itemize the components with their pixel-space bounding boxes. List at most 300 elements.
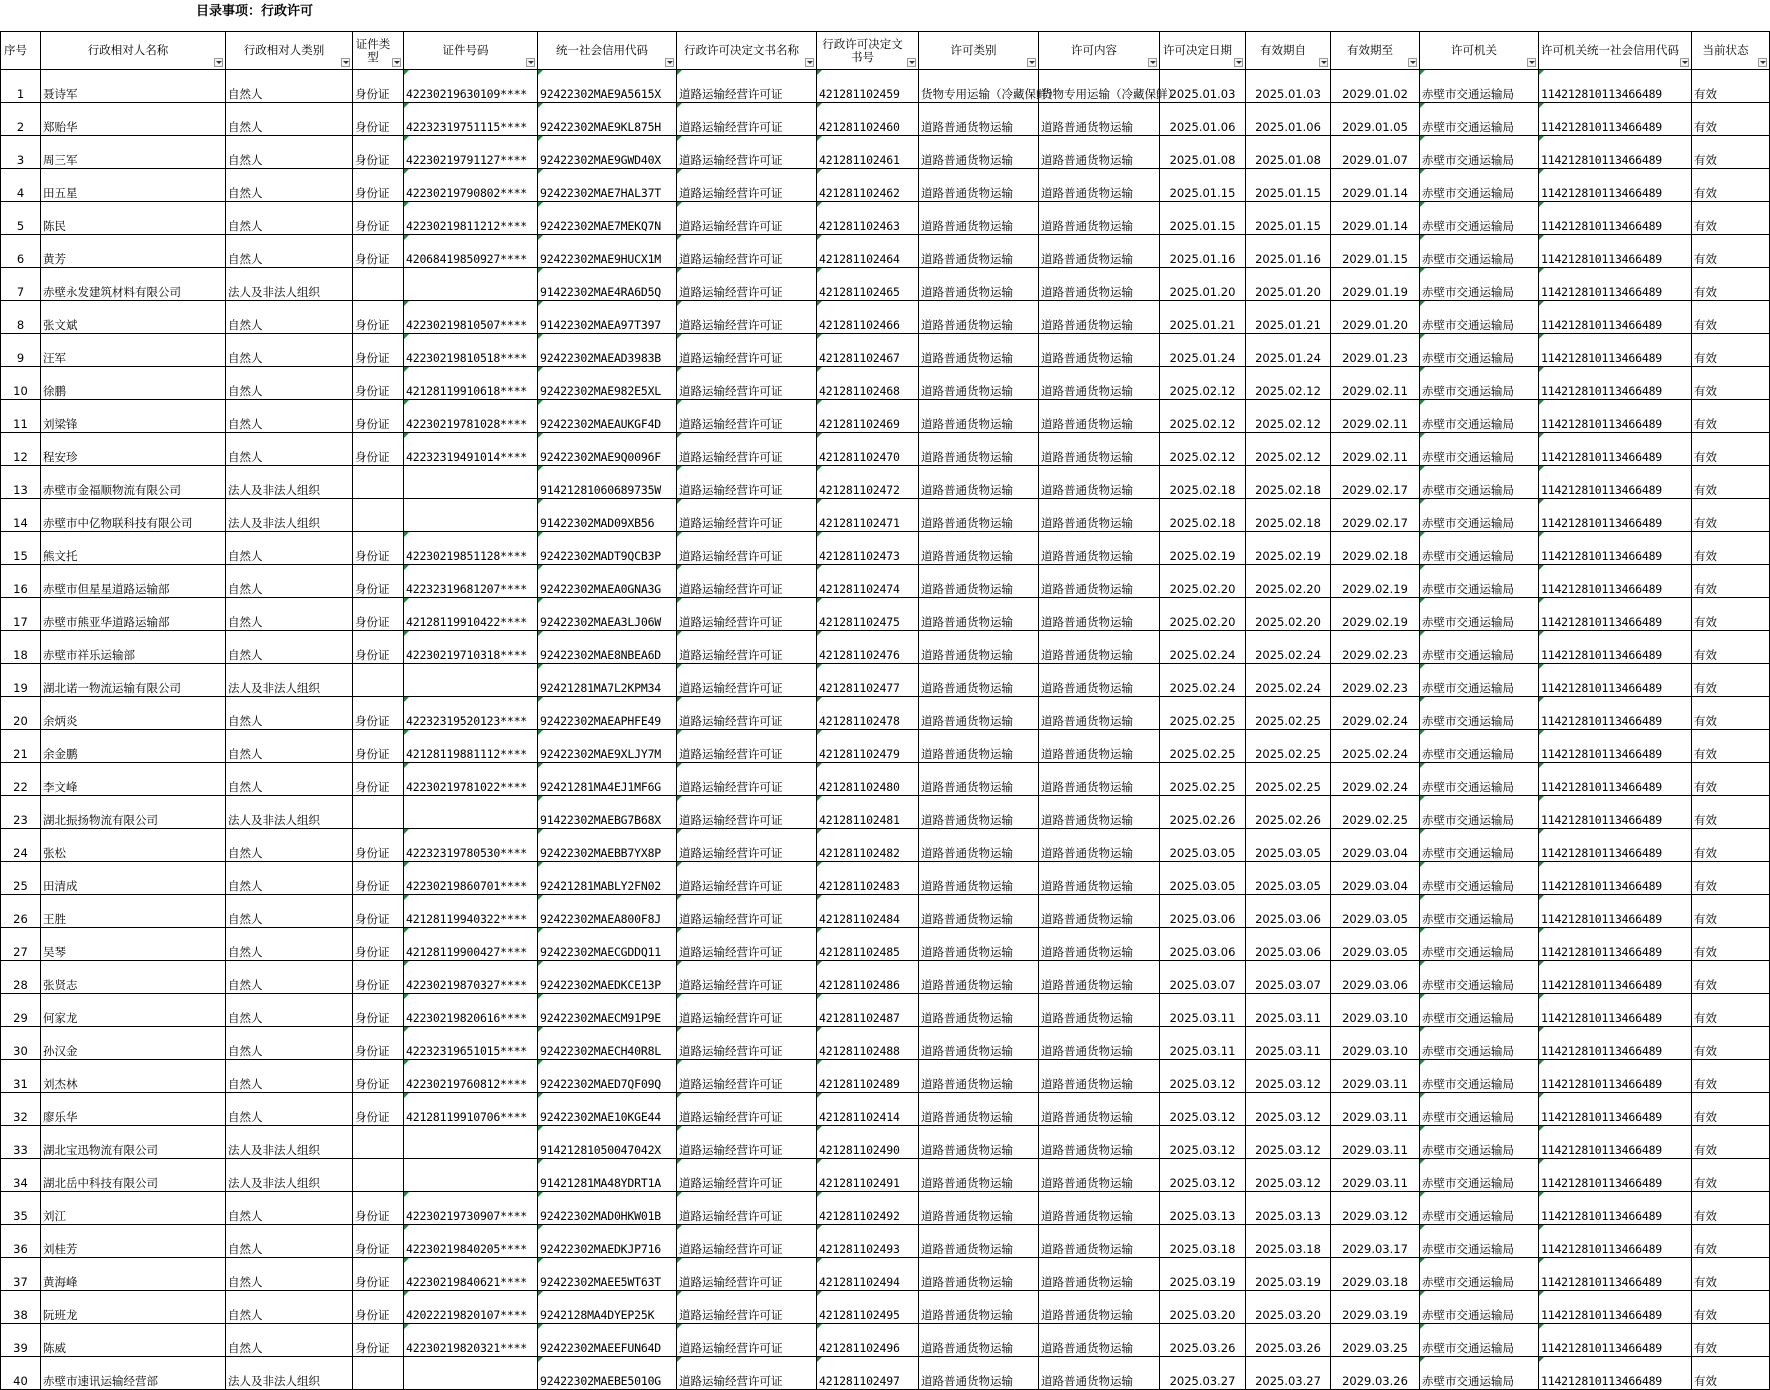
table-cell[interactable]: 道路普通货物运输	[1039, 697, 1160, 730]
table-cell[interactable]: 14	[1, 499, 41, 532]
table-cell[interactable]: 92421281MABLY2FN02	[538, 862, 677, 895]
table-cell[interactable]: 421281102478	[817, 697, 919, 730]
table-cell[interactable]: 陈民	[41, 202, 226, 235]
table-cell[interactable]: 2025.03.13	[1246, 1192, 1331, 1225]
table-cell[interactable]: 2025.02.26	[1246, 796, 1331, 829]
table-cell[interactable]: 道路普通货物运输	[919, 730, 1039, 763]
table-cell[interactable]: 道路运输经营许可证	[677, 235, 817, 268]
table-cell[interactable]: 赤壁市交通运输局	[1420, 796, 1539, 829]
table-cell[interactable]: 自然人	[226, 169, 353, 202]
table-cell[interactable]: 2025.03.12	[1160, 1159, 1246, 1192]
table-cell[interactable]: 有效	[1692, 334, 1770, 367]
table-cell[interactable]: 8	[1, 301, 41, 334]
table-cell[interactable]: 2025.02.25	[1246, 763, 1331, 796]
table-cell[interactable]: 114212810113466489	[1539, 862, 1692, 895]
table-cell[interactable]: 114212810113466489	[1539, 136, 1692, 169]
table-cell[interactable]: 道路普通货物运输	[919, 136, 1039, 169]
table-cell[interactable]: 2029.02.23	[1331, 664, 1420, 697]
table-cell[interactable]: 赤壁市交通运输局	[1420, 301, 1539, 334]
table-cell[interactable]: 有效	[1692, 664, 1770, 697]
table-cell[interactable]: 9242128MA4DYEP25K	[538, 1291, 677, 1324]
table-cell[interactable]: 2029.02.11	[1331, 433, 1420, 466]
table-cell[interactable]: 21	[1, 730, 41, 763]
table-cell[interactable]: 道路普通货物运输	[919, 1060, 1039, 1093]
table-cell[interactable]: 42230219870327****	[404, 961, 538, 994]
table-cell[interactable]: 2025.03.19	[1160, 1258, 1246, 1291]
table-cell[interactable]: 91421281060689735W	[538, 466, 677, 499]
table-cell[interactable]: 421281102468	[817, 367, 919, 400]
table-cell[interactable]: 有效	[1692, 598, 1770, 631]
table-cell[interactable]: 身份证	[353, 1258, 404, 1291]
table-cell[interactable]: 道路运输经营许可证	[677, 862, 817, 895]
table-cell[interactable]: 42128119900427****	[404, 928, 538, 961]
table-cell[interactable]: 有效	[1692, 169, 1770, 202]
filter-dropdown-icon[interactable]	[1148, 58, 1157, 67]
table-cell[interactable]: 有效	[1692, 1324, 1770, 1357]
table-cell[interactable]: 16	[1, 565, 41, 598]
table-cell[interactable]: 自然人	[226, 334, 353, 367]
table-cell[interactable]: 114212810113466489	[1539, 1159, 1692, 1192]
table-cell[interactable]: 道路普通货物运输	[1039, 994, 1160, 1027]
table-cell[interactable]: 道路运输经营许可证	[677, 1225, 817, 1258]
filter-dropdown-icon[interactable]	[1234, 58, 1243, 67]
table-cell[interactable]: 2025.02.18	[1160, 466, 1246, 499]
table-cell[interactable]: 道路普通货物运输	[919, 202, 1039, 235]
table-cell[interactable]: 4	[1, 169, 41, 202]
table-cell[interactable]: 421281102460	[817, 103, 919, 136]
table-cell[interactable]: 自然人	[226, 367, 353, 400]
table-cell[interactable]: 道路普通货物运输	[1039, 433, 1160, 466]
table-cell[interactable]: 有效	[1692, 829, 1770, 862]
table-cell[interactable]: 熊文托	[41, 532, 226, 565]
table-cell[interactable]: 有效	[1692, 1192, 1770, 1225]
table-cell[interactable]: 赤壁市交通运输局	[1420, 1357, 1539, 1390]
table-cell[interactable]: 2029.03.11	[1331, 1093, 1420, 1126]
table-cell[interactable]: 道路运输经营许可证	[677, 466, 817, 499]
table-cell[interactable]: 道路普通货物运输	[919, 631, 1039, 664]
table-cell[interactable]: 114212810113466489	[1539, 829, 1692, 862]
table-cell[interactable]: 道路普通货物运输	[919, 1357, 1039, 1390]
table-cell[interactable]: 2025.02.25	[1246, 730, 1331, 763]
table-cell[interactable]: 道路运输经营许可证	[677, 1258, 817, 1291]
table-cell[interactable]: 2029.03.11	[1331, 1159, 1420, 1192]
table-cell[interactable]: 2025.01.08	[1160, 136, 1246, 169]
table-cell[interactable]: 38	[1, 1291, 41, 1324]
table-cell[interactable]: 货物专用运输（冷藏保鲜）	[1039, 70, 1160, 103]
table-cell[interactable]: 道路普通货物运输	[1039, 1357, 1160, 1390]
table-cell[interactable]: 有效	[1692, 1060, 1770, 1093]
table-cell[interactable]: 2025.01.08	[1246, 136, 1331, 169]
table-cell[interactable]: 道路普通货物运输	[1039, 1324, 1160, 1357]
table-cell[interactable]: 身份证	[353, 565, 404, 598]
table-cell[interactable]	[353, 1159, 404, 1192]
table-cell[interactable]: 道路运输经营许可证	[677, 829, 817, 862]
table-cell[interactable]: 92422302MAEAPHFE49	[538, 697, 677, 730]
table-cell[interactable]: 身份证	[353, 1093, 404, 1126]
table-cell[interactable]: 2025.02.25	[1160, 697, 1246, 730]
table-cell[interactable]: 赤壁市交通运输局	[1420, 631, 1539, 664]
table-cell[interactable]: 114212810113466489	[1539, 1225, 1692, 1258]
table-cell[interactable]: 2025.02.12	[1246, 400, 1331, 433]
table-cell[interactable]: 自然人	[226, 994, 353, 1027]
table-cell[interactable]: 赤壁市熊亚华道路运输部	[41, 598, 226, 631]
table-cell[interactable]: 赤壁市速讯运输经营部	[41, 1357, 226, 1390]
table-cell[interactable]: 2025.03.06	[1246, 895, 1331, 928]
table-cell[interactable]: 92422302MAEEFUN64D	[538, 1324, 677, 1357]
table-cell[interactable]: 自然人	[226, 202, 353, 235]
table-cell[interactable]: 赤壁市交通运输局	[1420, 499, 1539, 532]
table-cell[interactable]: 有效	[1692, 466, 1770, 499]
table-cell[interactable]: 421281102494	[817, 1258, 919, 1291]
table-cell[interactable]: 自然人	[226, 565, 353, 598]
table-cell[interactable]	[404, 664, 538, 697]
table-cell[interactable]: 92422302MAD0HKW01B	[538, 1192, 677, 1225]
table-cell[interactable]: 2029.03.10	[1331, 994, 1420, 1027]
table-cell[interactable]: 陈威	[41, 1324, 226, 1357]
table-cell[interactable]: 赤壁市交通运输局	[1420, 1093, 1539, 1126]
table-cell[interactable]: 孙汉金	[41, 1027, 226, 1060]
table-cell[interactable]: 2025.02.18	[1246, 466, 1331, 499]
table-cell[interactable]: 湖北振扬物流有限公司	[41, 796, 226, 829]
table-cell[interactable]: 114212810113466489	[1539, 499, 1692, 532]
table-cell[interactable]: 2029.03.19	[1331, 1291, 1420, 1324]
table-cell[interactable]: 徐鹏	[41, 367, 226, 400]
table-cell[interactable]: 道路运输经营许可证	[677, 1192, 817, 1225]
table-cell[interactable]: 92422302MAEDKCE13P	[538, 961, 677, 994]
table-cell[interactable]: 道路普通货物运输	[919, 895, 1039, 928]
table-cell[interactable]: 91422302MAD09XB56	[538, 499, 677, 532]
table-cell[interactable]: 赤壁市交通运输局	[1420, 334, 1539, 367]
table-cell[interactable]: 421281102470	[817, 433, 919, 466]
table-cell[interactable]: 道路普通货物运输	[919, 235, 1039, 268]
table-cell[interactable]: 有效	[1692, 928, 1770, 961]
table-cell[interactable]: 道路普通货物运输	[919, 1192, 1039, 1225]
table-cell[interactable]: 赤壁市交通运输局	[1420, 70, 1539, 103]
table-cell[interactable]: 赤壁市交通运输局	[1420, 169, 1539, 202]
table-cell[interactable]: 114212810113466489	[1539, 598, 1692, 631]
table-cell[interactable]: 法人及非法人组织	[226, 1126, 353, 1159]
table-cell[interactable]: 5	[1, 202, 41, 235]
table-cell[interactable]: 有效	[1692, 400, 1770, 433]
table-cell[interactable]: 自然人	[226, 697, 353, 730]
table-cell[interactable]: 114212810113466489	[1539, 1126, 1692, 1159]
table-cell[interactable]: 赤壁市交通运输局	[1420, 466, 1539, 499]
table-cell[interactable]: 39	[1, 1324, 41, 1357]
table-cell[interactable]: 道路普通货物运输	[919, 1093, 1039, 1126]
table-cell[interactable]: 道路普通货物运输	[919, 829, 1039, 862]
table-cell[interactable]: 421281102459	[817, 70, 919, 103]
table-cell[interactable]: 法人及非法人组织	[226, 1159, 353, 1192]
table-cell[interactable]: 赤壁市交通运输局	[1420, 763, 1539, 796]
table-cell[interactable]: 92422302MAEA800F8J	[538, 895, 677, 928]
table-cell[interactable]: 92422302MAE9GWD40X	[538, 136, 677, 169]
table-cell[interactable]: 赤壁市交通运输局	[1420, 697, 1539, 730]
table-cell[interactable]: 114212810113466489	[1539, 433, 1692, 466]
table-cell[interactable]: 赤壁市交通运输局	[1420, 1159, 1539, 1192]
table-cell[interactable]: 赤壁市交通运输局	[1420, 961, 1539, 994]
table-cell[interactable]: 42230219820616****	[404, 994, 538, 1027]
table-cell[interactable]: 道路普通货物运输	[919, 532, 1039, 565]
filter-dropdown-icon[interactable]	[214, 58, 223, 67]
table-cell[interactable]: 身份证	[353, 400, 404, 433]
table-cell[interactable]: 自然人	[226, 433, 353, 466]
table-cell[interactable]: 道路运输经营许可证	[677, 1159, 817, 1192]
table-cell[interactable]: 2025.03.05	[1246, 862, 1331, 895]
table-cell[interactable]: 道路普通货物运输	[919, 961, 1039, 994]
table-cell[interactable]: 2029.02.25	[1331, 796, 1420, 829]
table-cell[interactable]: 2025.03.06	[1160, 895, 1246, 928]
table-cell[interactable]: 3	[1, 136, 41, 169]
table-cell[interactable]: 421281102473	[817, 532, 919, 565]
table-cell[interactable]: 赤壁市交通运输局	[1420, 928, 1539, 961]
table-cell[interactable]: 2029.03.04	[1331, 862, 1420, 895]
table-cell[interactable]: 身份证	[353, 169, 404, 202]
table-cell[interactable]: 42230219810507****	[404, 301, 538, 334]
table-cell[interactable]: 42232319520123****	[404, 697, 538, 730]
table-cell[interactable]: 身份证	[353, 994, 404, 1027]
table-cell[interactable]: 421281102466	[817, 301, 919, 334]
table-cell[interactable]: 何家龙	[41, 994, 226, 1027]
table-cell[interactable]: 赤壁市交通运输局	[1420, 862, 1539, 895]
table-cell[interactable]: 道路普通货物运输	[1039, 1225, 1160, 1258]
table-cell[interactable]: 法人及非法人组织	[226, 499, 353, 532]
table-cell[interactable]: 92422302MAE9KL875H	[538, 103, 677, 136]
table-cell[interactable]: 42232319491014****	[404, 433, 538, 466]
table-cell[interactable]: 身份证	[353, 70, 404, 103]
table-cell[interactable]: 田五星	[41, 169, 226, 202]
table-cell[interactable]: 2025.03.06	[1246, 928, 1331, 961]
table-cell[interactable]: 13	[1, 466, 41, 499]
table-cell[interactable]: 2029.02.19	[1331, 565, 1420, 598]
filter-dropdown-icon[interactable]	[1527, 58, 1536, 67]
table-cell[interactable]: 聂诗军	[41, 70, 226, 103]
table-cell[interactable]: 2029.03.06	[1331, 961, 1420, 994]
table-cell[interactable]: 114212810113466489	[1539, 268, 1692, 301]
table-cell[interactable]: 2025.03.07	[1246, 961, 1331, 994]
table-cell[interactable]: 92422302MAE7MEKQ7N	[538, 202, 677, 235]
table-cell[interactable]: 道路普通货物运输	[919, 1159, 1039, 1192]
table-cell[interactable]: 身份证	[353, 1060, 404, 1093]
table-cell[interactable]: 2029.03.18	[1331, 1258, 1420, 1291]
table-cell[interactable]: 2025.03.19	[1246, 1258, 1331, 1291]
table-cell[interactable]: 道路普通货物运输	[919, 1291, 1039, 1324]
table-cell[interactable]: 2025.03.20	[1160, 1291, 1246, 1324]
table-cell[interactable]: 自然人	[226, 103, 353, 136]
table-cell[interactable]: 2025.01.24	[1246, 334, 1331, 367]
table-cell[interactable]: 421281102486	[817, 961, 919, 994]
table-cell[interactable]: 道路运输经营许可证	[677, 1027, 817, 1060]
table-cell[interactable]: 91422302MAEA97T397	[538, 301, 677, 334]
table-cell[interactable]: 身份证	[353, 235, 404, 268]
table-cell[interactable]: 92422302MAE9Q0096F	[538, 433, 677, 466]
table-cell[interactable]: 91422302MAE4RA6D5Q	[538, 268, 677, 301]
table-cell[interactable]: 421281102462	[817, 169, 919, 202]
table-cell[interactable]: 36	[1, 1225, 41, 1258]
table-cell[interactable]: 道路普通货物运输	[919, 466, 1039, 499]
table-cell[interactable]: 28	[1, 961, 41, 994]
table-cell[interactable]: 身份证	[353, 631, 404, 664]
table-cell[interactable]: 道路普通货物运输	[919, 862, 1039, 895]
table-cell[interactable]	[353, 796, 404, 829]
table-cell[interactable]: 92422302MAE9A5615X	[538, 70, 677, 103]
table-cell[interactable]: 2025.02.12	[1246, 433, 1331, 466]
table-cell[interactable]: 湖北宝迅物流有限公司	[41, 1126, 226, 1159]
table-cell[interactable]: 2029.01.15	[1331, 235, 1420, 268]
table-cell[interactable]: 赤壁市交通运输局	[1420, 367, 1539, 400]
table-cell[interactable]: 42230219630109****	[404, 70, 538, 103]
table-cell[interactable]: 2029.03.25	[1331, 1324, 1420, 1357]
table-cell[interactable]: 2025.02.19	[1160, 532, 1246, 565]
filter-dropdown-icon[interactable]	[392, 58, 401, 67]
table-cell[interactable]: 身份证	[353, 103, 404, 136]
table-cell[interactable]: 42230219860701****	[404, 862, 538, 895]
table-cell[interactable]: 114212810113466489	[1539, 763, 1692, 796]
table-cell[interactable]: 身份证	[353, 895, 404, 928]
table-cell[interactable]: 道路运输经营许可证	[677, 433, 817, 466]
table-cell[interactable]: 道路运输经营许可证	[677, 268, 817, 301]
table-cell[interactable]: 26	[1, 895, 41, 928]
table-cell[interactable]: 道路普通货物运输	[1039, 532, 1160, 565]
table-cell[interactable]: 2029.02.24	[1331, 697, 1420, 730]
table-cell[interactable]: 廖乐华	[41, 1093, 226, 1126]
table-cell[interactable]: 道路普通货物运输	[1039, 664, 1160, 697]
table-cell[interactable]: 2029.02.19	[1331, 598, 1420, 631]
table-cell[interactable]: 道路普通货物运输	[1039, 334, 1160, 367]
table-cell[interactable]: 程安珍	[41, 433, 226, 466]
table-cell[interactable]: 32	[1, 1093, 41, 1126]
table-cell[interactable]: 道路运输经营许可证	[677, 763, 817, 796]
table-cell[interactable]: 道路普通货物运输	[1039, 829, 1160, 862]
table-cell[interactable]: 2025.03.26	[1246, 1324, 1331, 1357]
table-cell[interactable]: 2029.01.02	[1331, 70, 1420, 103]
table-cell[interactable]: 421281102467	[817, 334, 919, 367]
table-cell[interactable]: 11	[1, 400, 41, 433]
table-cell[interactable]: 道路运输经营许可证	[677, 301, 817, 334]
table-cell[interactable]: 赤壁市交通运输局	[1420, 400, 1539, 433]
table-cell[interactable]: 道路普通货物运输	[919, 565, 1039, 598]
table-cell[interactable]: 有效	[1692, 1258, 1770, 1291]
table-cell[interactable]: 赤壁市交通运输局	[1420, 1291, 1539, 1324]
table-cell[interactable]: 42230219781028****	[404, 400, 538, 433]
table-cell[interactable]: 2029.02.17	[1331, 466, 1420, 499]
table-cell[interactable]: 身份证	[353, 598, 404, 631]
table-cell[interactable]: 421281102488	[817, 1027, 919, 1060]
table-cell[interactable]: 道路普通货物运输	[1039, 598, 1160, 631]
table-cell[interactable]: 2025.03.11	[1246, 994, 1331, 1027]
table-cell[interactable]: 2025.02.20	[1160, 565, 1246, 598]
table-cell[interactable]: 道路运输经营许可证	[677, 1357, 817, 1390]
table-cell[interactable]: 42232319780530****	[404, 829, 538, 862]
table-cell[interactable]: 92422302MAE9HUCX1M	[538, 235, 677, 268]
table-cell[interactable]	[353, 664, 404, 697]
table-cell[interactable]: 有效	[1692, 961, 1770, 994]
table-cell[interactable]: 有效	[1692, 763, 1770, 796]
table-cell[interactable]: 身份证	[353, 862, 404, 895]
table-cell[interactable]: 114212810113466489	[1539, 235, 1692, 268]
table-cell[interactable]: 42230219811212****	[404, 202, 538, 235]
table-cell[interactable]: 114212810113466489	[1539, 664, 1692, 697]
table-cell[interactable]: 张贤志	[41, 961, 226, 994]
table-cell[interactable]: 2025.03.07	[1160, 961, 1246, 994]
table-cell[interactable]: 2029.03.26	[1331, 1357, 1420, 1390]
table-cell[interactable]: 道路普通货物运输	[1039, 763, 1160, 796]
table-cell[interactable]: 道路普通货物运输	[919, 433, 1039, 466]
table-cell[interactable]: 道路普通货物运输	[1039, 268, 1160, 301]
table-cell[interactable]: 2025.02.20	[1160, 598, 1246, 631]
table-cell[interactable]: 自然人	[226, 1027, 353, 1060]
table-cell[interactable]	[404, 1159, 538, 1192]
table-cell[interactable]: 34	[1, 1159, 41, 1192]
table-cell[interactable]: 92422302MAE9XLJY7M	[538, 730, 677, 763]
table-cell[interactable]: 2025.02.25	[1160, 763, 1246, 796]
table-cell[interactable]	[353, 1357, 404, 1390]
table-cell[interactable]: 身份证	[353, 829, 404, 862]
table-cell[interactable]: 赤壁市交通运输局	[1420, 895, 1539, 928]
table-cell[interactable]: 赤壁市交通运输局	[1420, 103, 1539, 136]
table-cell[interactable]: 道路普通货物运输	[919, 1324, 1039, 1357]
table-cell[interactable]: 421281102491	[817, 1159, 919, 1192]
table-cell[interactable]: 李文峰	[41, 763, 226, 796]
table-cell[interactable]: 2025.03.26	[1160, 1324, 1246, 1357]
table-cell[interactable]: 421281102464	[817, 235, 919, 268]
table-cell[interactable]: 2025.01.24	[1160, 334, 1246, 367]
table-cell[interactable]: 道路运输经营许可证	[677, 730, 817, 763]
table-cell[interactable]: 2025.01.06	[1246, 103, 1331, 136]
table-cell[interactable]: 道路运输经营许可证	[677, 1291, 817, 1324]
table-cell[interactable]: 42232319751115****	[404, 103, 538, 136]
table-cell[interactable]: 自然人	[226, 1324, 353, 1357]
table-cell[interactable]: 道路普通货物运输	[1039, 103, 1160, 136]
table-cell[interactable]: 421281102489	[817, 1060, 919, 1093]
table-cell[interactable]: 2029.01.14	[1331, 169, 1420, 202]
table-cell[interactable]: 114212810113466489	[1539, 1324, 1692, 1357]
table-cell[interactable]: 道路运输经营许可证	[677, 697, 817, 730]
table-cell[interactable]: 道路普通货物运输	[1039, 565, 1160, 598]
table-cell[interactable]: 道路普通货物运输	[1039, 961, 1160, 994]
table-cell[interactable]: 道路运输经营许可证	[677, 631, 817, 664]
table-cell[interactable]: 道路运输经营许可证	[677, 400, 817, 433]
table-cell[interactable]: 2025.03.12	[1246, 1126, 1331, 1159]
filter-dropdown-icon[interactable]	[1680, 58, 1689, 67]
filter-dropdown-icon[interactable]	[1408, 58, 1417, 67]
table-cell[interactable]: 2025.02.25	[1246, 697, 1331, 730]
table-cell[interactable]: 法人及非法人组织	[226, 796, 353, 829]
table-cell[interactable]: 周三军	[41, 136, 226, 169]
table-cell[interactable]: 42230219791127****	[404, 136, 538, 169]
table-cell[interactable]: 赤壁市祥乐运输部	[41, 631, 226, 664]
table-cell[interactable]: 刘杰林	[41, 1060, 226, 1093]
table-cell[interactable]: 有效	[1692, 1093, 1770, 1126]
table-cell[interactable]: 身份证	[353, 433, 404, 466]
table-cell[interactable]: 有效	[1692, 631, 1770, 664]
table-cell[interactable]: 自然人	[226, 70, 353, 103]
table-cell[interactable]: 92422302MAECH40R8L	[538, 1027, 677, 1060]
table-cell[interactable]: 2025.01.15	[1246, 169, 1331, 202]
table-cell[interactable]: 赤壁市交通运输局	[1420, 565, 1539, 598]
table-cell[interactable]: 赤壁市交通运输局	[1420, 235, 1539, 268]
table-cell[interactable]: 有效	[1692, 862, 1770, 895]
table-cell[interactable]: 身份证	[353, 301, 404, 334]
table-cell[interactable]: 114212810113466489	[1539, 994, 1692, 1027]
table-cell[interactable]: 2025.03.20	[1246, 1291, 1331, 1324]
table-cell[interactable]: 法人及非法人组织	[226, 1357, 353, 1390]
table-cell[interactable]: 法人及非法人组织	[226, 466, 353, 499]
table-cell[interactable]: 2029.03.11	[1331, 1126, 1420, 1159]
table-cell[interactable]: 42230219781022****	[404, 763, 538, 796]
table-cell[interactable]: 赤壁市交通运输局	[1420, 1324, 1539, 1357]
table-cell[interactable]: 421281102496	[817, 1324, 919, 1357]
table-cell[interactable]: 赤壁市交通运输局	[1420, 730, 1539, 763]
